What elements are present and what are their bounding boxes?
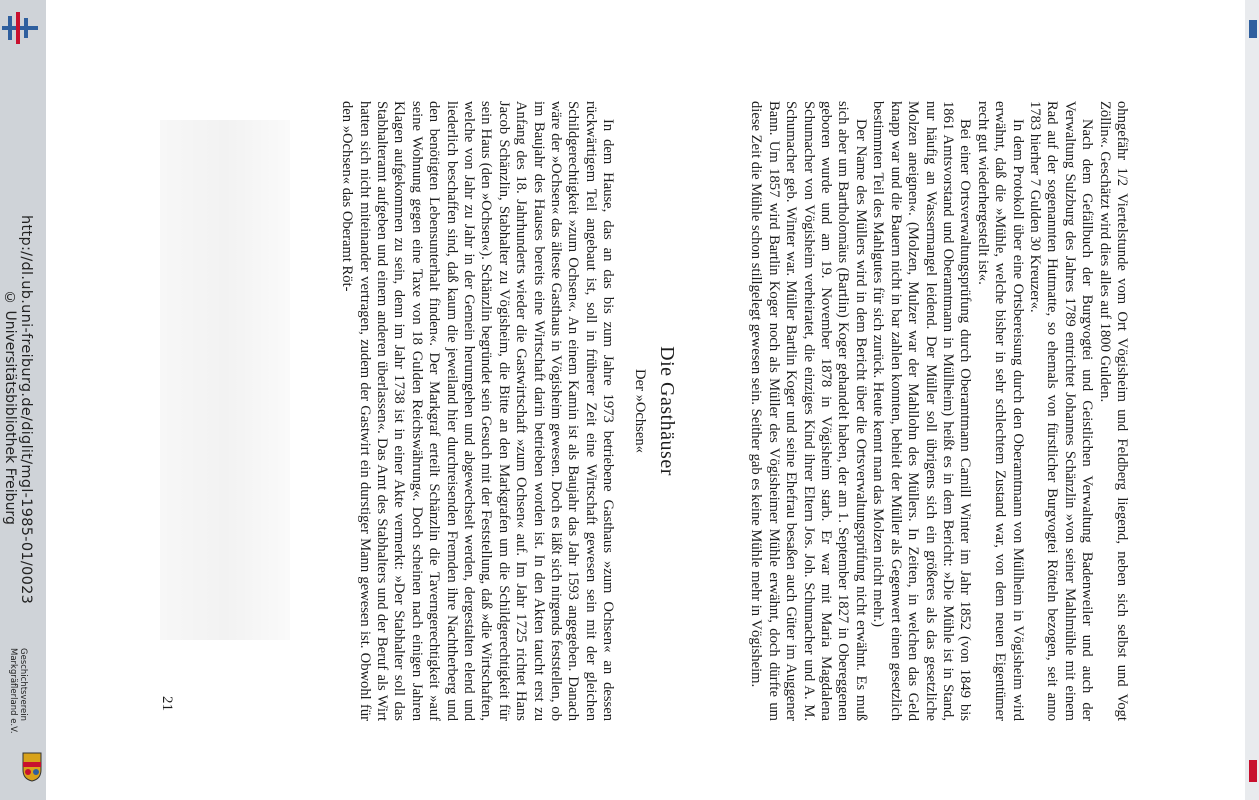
document-url[interactable]: http://dl.ub.uni-freiburg.de/diglit/mgl-1985-01/0023 — [18, 215, 34, 605]
section-heading: Die Gasthäuser — [656, 346, 679, 476]
rotated-book-page — [159, 101, 1130, 721]
page-number: 21 — [159, 696, 176, 711]
right-mark-bottom — [1249, 760, 1257, 782]
paragraph: In dem Hause, das an das bis zum Jahre 1973 betriebene Gasthaus »zum Ochsen« an dessen rückwärtigem Teil angebaut ist, soll in früherer Zeit eine Wirtschaft gewesen sein mit der gleichen Schildgerechtigkeit »zum Ochsen«. An einem Kamin ist als Baujahr das Jahr 1593 angegeben. Danach wäre der »Ochsen« das älteste Gasthaus in Vögisheim gewesen. Doch es läßt sich nirgends feststellen, ob im Baujahr des Hauses bereits eine Wirtschaft darin betrieben worden ist. In den Akten taucht erst zu Anfang des 18. Jahrhunderts wieder die Gastwirtschaft »zum Ochsen« auf. Im Jahr 1725 richtet Hans Jacob Schänzlin, Stabhalter zu Vögisheim, die Bitte an den Markgrafen um die Schildgerechtigkeit für sein Haus (den »Ochsen«). Schänzlin begründet sein Gesuch mit der Feststellung, daß »die Wirtschaften, welche von Jahr zu Jahr in der Gemein herumgehen und abgewechselt werden, dergestalten elend und liederlich beschaffen sind, daß kaum die jeweiland hier durchreisenden Fremden ihre Nachtherberg und den benötigten Lebensunterhalt finden«. Der Markgraf erteilt Schänzlin die Taverngerechtigkeit »auf seine Wohnung gegen eine Taxe von 18 Gulden Reichswährung«. Doch scheinen nach einigen Jahren Klagen aufgekommen zu sein, denn im Jahr 1738 ist in einer Akte vermerkt: »Der Stabhalter soll das Stabhalteramt aufgeben und einem anderen überlassen«. Das Amt des Stabhalters und der Beruf als Wirt hatten sich nicht miteinander vertragen, zudem der Gastwirt ein durstiger Mann gewesen ist. Obwohl für den »Ochsen« das Oberamt Röt- — [339, 101, 617, 721]
society-line-1: Geschichtsverein — [18, 648, 28, 722]
right-mark-top — [1249, 20, 1257, 38]
society-line-2: Markgräflerland e.V. — [8, 648, 18, 734]
viewer-left-margin — [0, 0, 46, 800]
viewer-right-margin — [1245, 0, 1259, 800]
section-subheading: Der »Ochsen« — [631, 369, 648, 453]
bottom-section — [338, 101, 617, 721]
society-label — [8, 648, 28, 734]
society-crest-icon — [22, 752, 42, 782]
top-section — [747, 101, 1130, 721]
section-gap — [693, 101, 747, 721]
paragraph: Der Name des Müllers wird in dem Bericht über die Ortsverwaltungsprüfung nicht erwähnt. Es muß sich aber um Bartholomäus (Bartlin) Koger gehandelt haben, der am 1. September 1827 in Obereggenen geboren wurde und am 19. November 1878 in Vögisheim starb. Er war mit Maria Magdalena Schumacher von Vögisheim verheiratet, die einziges Kind ihrer Eltern Jos. Joh. Schumacher und A. M. Schumacher geb. Winter war. Müller Bartlin Koger und seine Ehefrau besaßen auch Güter im Auggener Bann. Um 1857 wird Bartlin Koger noch als Müller des Vögisheimer Mühle erwähnt, doch dürfte um diese Zeit die Mühle schon stillgelegt gewesen sein. Seither gab es keine Mühle mehr in Vögisheim. — [748, 101, 869, 721]
copyright-text: © Universitätsbibliothek Freiburg — [2, 290, 18, 525]
paragraph: ohngefähr 1/2 Viertelstunde vom Ort Vögisheim und Feldberg liegend, neben sich selbst und Vogt Zöllin«. Geschätzt wird dies alles auf 1800 Gulden. — [1096, 101, 1130, 721]
library-logo-icon — [2, 12, 38, 44]
paragraph: In dem Protokoll über eine Ortsbereisung durch den Oberamtmann von Müllheim in Vögisheim wird erwähnt, daß die »Mühle, welche bisher in sehr schlechtem Zustand war, von dem neuen Eigentümer recht gut wiederhergestellt ist«. — [974, 101, 1026, 721]
paragraph: Bei einer Ortsverwaltungsprüfung durch Oberamtmann Camill Winter im Jahr 1852 (von 1849 bis 1861 Amtsvorstand und Oberamtmann in Müllheim) heißt es in dem Bericht: »Die Mühle ist in Stand, nur häufig an Wassermangel leidend. Der Müller soll übrigens sich ein größeres als das gesetzliche Molzen aneignen«. (Molzen, Mulzer war der Mahllohn des Müllers. In Zeiten, in welchen das Geld knapp war und die Bauern nicht in bar zahlen konnten, behielt der Müller als Gegenwert einen gesetzlich bestimmten Teil des Mahlgutes für sich zurück. Heute kennt man das Molzen nicht mehr.) — [870, 101, 974, 721]
paragraph: Nach dem Gefällbuch der Burgvogtei und Geistlichen Verwaltung Badenweiler und auch der Verwaltung Sulzburg des Jahres 1789 entrichtet Johannes Schänzlin »von seiner Mahlmühle mit einem Rad auf der sogenannten Hutmatte, so ehemals von fürstlicher Burgvogtei Rötteln bezogen, seit anno 1783 hierher 7 Gulden 30 Kreuzer«. — [1026, 101, 1096, 721]
